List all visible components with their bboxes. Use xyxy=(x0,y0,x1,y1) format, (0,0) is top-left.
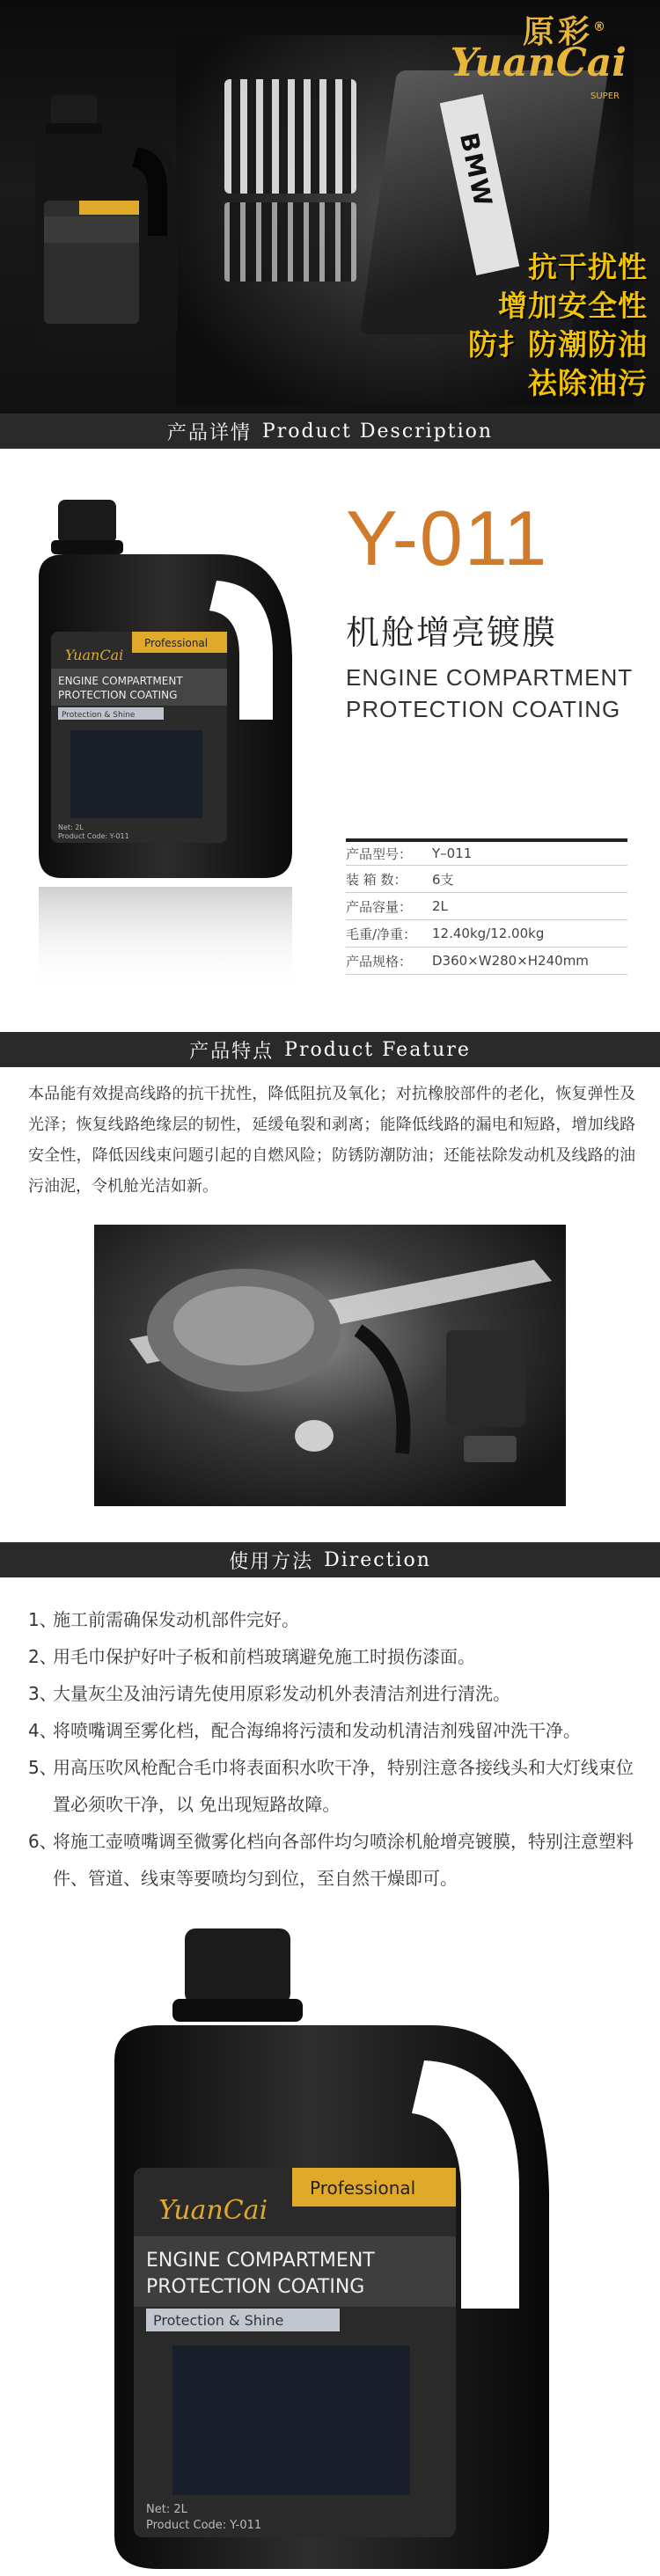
label-line2: PROTECTION COATING xyxy=(58,689,178,701)
brand-cn: 原彩 xyxy=(522,14,593,50)
spec-key: 产品型号： xyxy=(346,845,413,862)
direction-item xyxy=(28,1823,635,1897)
brand-super: SUPER xyxy=(590,91,620,101)
spec-key: 产品容量： xyxy=(346,898,413,915)
direction-item xyxy=(28,1638,635,1675)
spec-value: 12.40kg/12.00kg xyxy=(432,926,545,941)
label-net: Net: 2L xyxy=(58,823,84,831)
spec-row xyxy=(346,948,627,975)
direction-number: 5、 xyxy=(28,1757,57,1778)
spec-key: 产品规格： xyxy=(346,953,413,970)
section-header-direction xyxy=(0,1542,660,1577)
direction-item xyxy=(28,1601,635,1638)
spec-value: 6支 xyxy=(432,871,454,888)
slogan-item: 抗干扰性 xyxy=(528,250,648,284)
direction-number: 1、 xyxy=(28,1609,57,1630)
direction-text: 将喷嘴调至雾化档，配合海绵将污渍和发动机清洁剂残留冲洗干净。 xyxy=(53,1720,581,1741)
spec-row xyxy=(346,838,627,866)
direction-number: 4、 xyxy=(28,1720,57,1741)
direction-text: 用毛巾保护好叶子板和前档玻璃避免施工时损伤漆面。 xyxy=(53,1646,475,1667)
label-line2: PROTECTION COATING xyxy=(146,2276,365,2298)
label-professional: Professional xyxy=(144,637,209,649)
direction-number: 3、 xyxy=(28,1683,57,1704)
section-title-en: Direction xyxy=(324,1548,431,1571)
direction-text: 大量灰尘及油污请先使用原彩发动机外表清洁剂进行清洗。 xyxy=(53,1683,510,1704)
section-title-cn: 产品详情 xyxy=(166,421,252,444)
engine-label: BMW xyxy=(453,129,499,211)
label-brand: YuanCai xyxy=(158,2195,268,2226)
spec-key: 装 箱 数： xyxy=(346,871,407,888)
engine-vent xyxy=(224,79,356,194)
product-name-en-line2: PROTECTION COATING xyxy=(346,696,621,722)
engine-vent-lower xyxy=(224,202,356,282)
product-bottle-small xyxy=(26,95,185,359)
label-sub: Protection & Shine xyxy=(153,2312,284,2329)
direction-text: 将施工壶喷嘴调至微雾化档向各部件均匀喷涂机舱增亮镀膜，特别注意塑料件、管道、线束等要喷均匀到位，至自然干燥即可。 xyxy=(53,1831,634,1889)
section-title-en: Product Feature xyxy=(284,1038,471,1061)
label-net: Net: 2L xyxy=(146,2503,187,2516)
direction-number: 2、 xyxy=(28,1646,57,1667)
label-code: Product Code: Y-011 xyxy=(58,832,129,840)
brand-logo xyxy=(450,7,644,104)
section-header-description xyxy=(0,413,660,449)
spec-value: Y–011 xyxy=(432,845,473,861)
product-model-title: Y-011 xyxy=(346,494,549,582)
direction-list xyxy=(28,1601,635,1897)
label-professional: Professional xyxy=(310,2177,416,2199)
direction-text: 施工前需确保发动机部件完好。 xyxy=(53,1609,299,1630)
slogan-item: 增加安全性 xyxy=(498,289,648,323)
product-name-en xyxy=(346,662,633,725)
spec-value: D360×W280×H240mm xyxy=(432,953,589,969)
section-title-cn: 使用方法 xyxy=(229,1550,314,1573)
spec-row xyxy=(346,866,627,893)
hero-banner xyxy=(0,0,660,413)
engine-bay-photo xyxy=(94,1225,566,1506)
spec-row xyxy=(346,893,627,920)
slogan-item: 祛除油污 xyxy=(528,366,648,400)
slogan-list xyxy=(468,248,648,403)
spec-table xyxy=(346,838,627,975)
direction-item xyxy=(28,1712,635,1749)
label-brand: YuanCai xyxy=(65,647,124,663)
section-title-en: Product Description xyxy=(261,420,494,443)
product-bottle-large xyxy=(88,1928,572,2571)
spec-row xyxy=(346,920,627,948)
engine-bay-illustration xyxy=(94,1225,566,1506)
label-code: Product Code: Y-011 xyxy=(146,2519,262,2532)
direction-number: 6、 xyxy=(28,1831,57,1852)
feature-description: 本品能有效提高线路的抗干扰性，降低阻抗及氧化；对抗橡胶部件的老化，恢复弹性及光泽；恢复线路绝缘层的韧性，延缓龟裂和剥离；能降低线路的漏电和短路，增加线路安全性，降低因线束问题引起的自燃风险；防锈防潮防油；还能祛除发动机及线路的油污油泥，令机舱光洁如新。 xyxy=(28,1085,635,1196)
brand-registered: ® xyxy=(593,20,609,34)
product-bottle-medium xyxy=(35,500,299,992)
label-sub: Protection & Shine xyxy=(62,711,136,720)
direction-text: 用高压吹风枪配合毛巾将表面积水吹干净，特别注意各接线头和大灯线束位置必须吹干净，以 免出现短路故障。 xyxy=(53,1757,634,1815)
direction-item xyxy=(28,1675,635,1712)
section-title-cn: 产品特点 xyxy=(189,1040,275,1063)
section-header-feature xyxy=(0,1032,660,1067)
label-line1: ENGINE COMPARTMENT xyxy=(146,2250,375,2272)
product-name-en-line1: ENGINE COMPARTMENT xyxy=(346,664,634,691)
spec-key: 毛重/净重： xyxy=(346,926,417,942)
label-line1: ENGINE COMPARTMENT xyxy=(58,675,183,687)
brand-en: YuanCai xyxy=(450,40,627,85)
spec-value: 2L xyxy=(432,898,448,914)
product-name-cn: 机舱增亮镀膜 xyxy=(346,613,558,652)
slogan-item: 防扌防潮防油 xyxy=(468,327,648,362)
direction-item xyxy=(28,1749,635,1823)
